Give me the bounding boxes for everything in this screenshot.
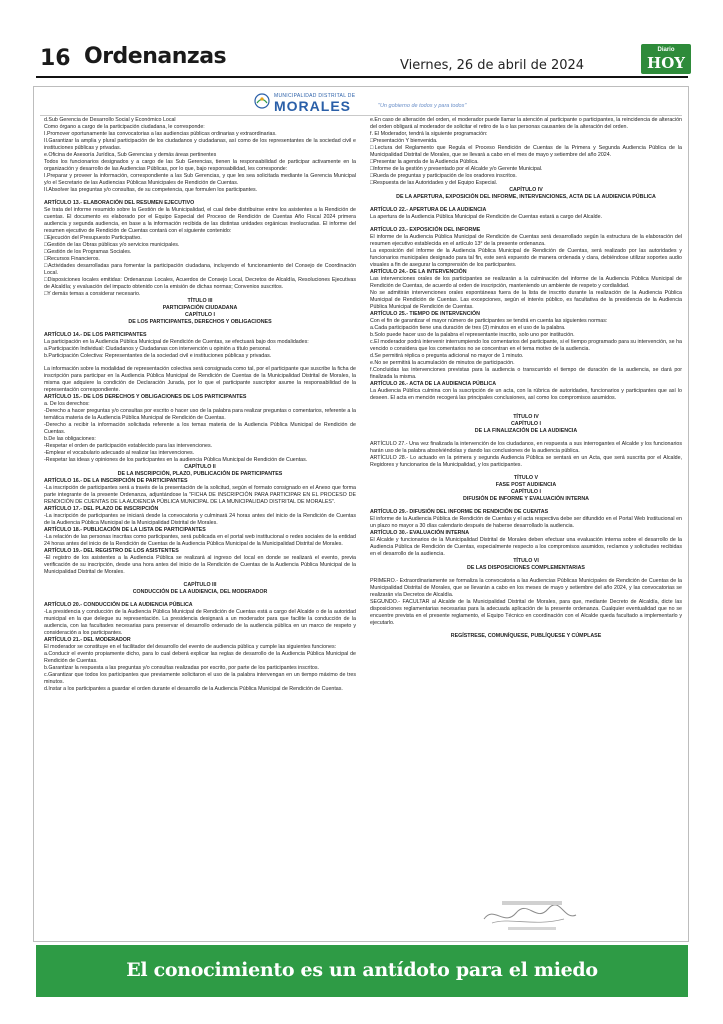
paragraph: -La presidencia y conducción de la Audiencia Pública Municipal de Rendición de Cuentas está a cargo del Alcalde o de la autoridad municipal en la que delegue su representación. La presidencia designará a un moderador para que facilite la conducción de la audiencia, con las facultades necesarias para preservar el desarrollo ordenado de la audiencia pública en un marco de respeto y consideración a los participantes. (44, 609, 356, 636)
paragraph: -Emplear el vocabulario adecuado al realizar las intervenciones. (44, 450, 195, 456)
paragraph: El informe de la Audiencia Pública Municipal de Rendición de Cuentas será desarrollado según la estructura de la elaboración del resumen ejecutivo establecida en el artículo 13° de la presente ordenanza. (370, 234, 682, 247)
municipality-label: MUNICIPALIDAD DISTRITAL DE (274, 93, 356, 99)
paragraph: b.De las obligaciones: (44, 436, 96, 442)
paragraph: El moderador se constituye en el facilitador del desarrollo del evento de audiencia pública y cumple las siguientes funciones: (44, 644, 337, 650)
article-heading: ARTÍCULO 15.- DE LOS DERECHOS Y OBLIGACIONES DE LOS PARTICIPANTES (44, 394, 247, 400)
paragraph: El informe de la Audiencia Pública de Rendición de Cuentas y el acta respectiva debe ser difundido en el Portal Web Institucional en un plazo no mayor a 30 días calendario después de haberse desarrollado la audiencia. (370, 516, 682, 529)
paragraph: □Respuesta de las Autoridades y del Equipo Especial. (370, 180, 498, 186)
paragraph: □Recursos Financieros. (44, 256, 100, 262)
chapter-heading: CAPÍTULO II (184, 464, 216, 470)
article-heading: ARTÍCULO 29.- DIFUSIÓN DEL INFORME DE RENDICIÓN DE CUENTAS (370, 509, 549, 515)
municipality-emblem-icon (254, 93, 270, 109)
section-title: Ordenanzas (84, 44, 227, 69)
paragraph: d.Sub Gerencia de Desarrollo Social y Económico Local (44, 117, 176, 123)
logo-top-text: Diario (657, 47, 675, 53)
paragraph: -Derecho a hacer preguntas y/o consultas por escrito o hacer uso de la palabra para realizar preguntas o comentarios, referente a la temática materia de la Audiencia Pública Municipal de Rendición de Cuentas. (44, 408, 356, 421)
page-number: 16 (40, 46, 71, 71)
paragraph: -Respetar las ideas y opiniones de los participantes en la audiencia Pública Municipal de Rendición de Cuentas. (44, 457, 308, 463)
article-heading: ARTÍCULO 14.- DE LOS PARTICIPANTES (44, 332, 147, 338)
paragraph: -La inscripción de participantes se iniciará desde la convocatoria y culminará 24 horas antes del inicio de la Rendición de Cuentas de la Audiencia Pública Municipal de la Municipalidad Distrital de Morales. (44, 513, 356, 526)
paragraph: a.Participación Individual: Ciudadanos y Ciudadanas con intervención u opinión a título personal. (44, 346, 272, 352)
article-heading: ARTÍCULO 20.- CONDUCCIÓN DE LA AUDIENCIA PÚBLICA (44, 602, 193, 608)
paragraph: f. El Moderador, tendrá la siguiente programación: (370, 131, 488, 137)
page-header (0, 0, 723, 80)
paragraph: e.No se permitirá la acumulación de minutos de participación. (370, 360, 515, 366)
paragraph: □Actividades desarrolladas para fomentar la participación ciudadana, incluyendo el funcionamiento del Consejo de Coordinación Local. (44, 263, 356, 276)
paragraph: II.Absolver las preguntas y/o consultas, de su competencia, que formulen los participantes. (44, 187, 258, 193)
paragraph: b.Participación Colectiva: Representantes de la sociedad civil e instituciones públicas y privadas. (44, 353, 272, 359)
chapter-heading: TÍTULO III (187, 298, 213, 304)
chapter-heading: FASE POST AUDIENCIA (495, 482, 557, 488)
paragraph: La exposición del informe de la Audiencia Pública Municipal de Rendición de Cuentas, será realizado por las autoridades y funcionarios municipales designado para tal fin, este será expuesto de manera ordenada y clara, debiéndose utilizar soportes audio visuales a fin de asegurar la comprensión de los participantes. (370, 248, 682, 268)
paragraph: a. De los derechos: (44, 401, 90, 407)
left-text-column (44, 117, 356, 693)
article-heading: ARTÍCULO 19.- DEL REGISTRO DE LOS ASISTENTES (44, 548, 179, 554)
paragraph: b.Garantizar la respuesta a las preguntas y/o consultas realizadas por escrito, por parte de los participantes inscritos. (44, 665, 319, 671)
paragraph: -Respetar el orden de participación establecido para las intervenciones. (44, 443, 213, 449)
paragraph: c.Garantizar que todos los participantes que previamente solicitaron el uso de la palabra intervengan en un tiempo máximo de tres minutos. (44, 672, 356, 685)
document-divider (40, 115, 682, 116)
paragraph: SEGUNDO.- FACULTAR al Alcalde de la Municipalidad Distrital de Morales, para que, mediante Decreto de Alcaldía, dicte las disposiciones reglamentarias necesarias para la adecuada aplicación de la presente ordenanza. Cualquier eventualidad que no se encuentre prevista en el presente reglamento, el Equipo Técnico en coordinación con el Alcalde queda facultado a implementarlo y ejecutarlo. (370, 599, 682, 626)
municipality-name: MORALES (274, 98, 351, 114)
paragraph: La participación en la Audiencia Pública Municipal de Rendición de Cuentas, se efectuará bajo dos modalidades: (44, 339, 309, 345)
paragraph: e.Oficina de Asesoría Jurídica, Sub Gerencias y demás áreas pertinentes (44, 152, 217, 158)
paragraph: □Informe de la gestión y presentado por el Alcalde y/o Gerente Municipal. (370, 166, 543, 172)
chapter-heading: DE LA FINALIZACIÓN DE LA AUDIENCIA (474, 428, 578, 434)
chapter-heading: TÍTULO V (513, 475, 539, 481)
chapter-heading: REGÍSTRESE, COMUNÍQUESE, PUBLÍQUESE Y CÚMPLASE (450, 633, 602, 639)
header-rule (36, 76, 688, 78)
municipality-slogan: "Un gobierno de todos y para todos" (378, 103, 467, 109)
paragraph: Se trata del informe resumido sobre la Gestión de la Municipalidad, el cual debe distribuirse entre los asistentes a la Rendición de cuentas. El documento es elaborado por el Equipo Especial del Proceso de Rendición de Cuentas Año Fiscal 2024 primera audiencia y segunda audiencia, en base a la información recibida de las distintas unidades orgánicas involucradas. El informe del resumen ejecutivo de Rendición de Cuentas contará con el siguiente contenido: (44, 207, 356, 234)
chapter-heading: DIFUSIÓN DE INFORME Y EVALUACIÓN INTERNA (463, 496, 589, 502)
ordinance-document (33, 86, 689, 942)
paragraph: □Ejecución del Presupuesto Participativo. (44, 235, 142, 241)
paragraph: II.Garantizar la amplia y plural participación de los ciudadanos y ciudadanas, así como de los representantes de la sociedad civil e instituciones públicas y privadas. (44, 138, 356, 151)
paragraph: e.En caso de alteración del orden, el moderador puede llamar la atención al participante o participantes, la reincidencia de alteración del orden obligará al moderador de solicitar el retiro de la o las personas causantes de la alteración del orden. (370, 117, 682, 130)
newspaper-logo[interactable] (641, 44, 691, 74)
chapter-heading: DE LA INSCRIPCIÓN, PLAZO, PUBLICACIÓN DE PARTICIPANTES (117, 471, 283, 477)
paragraph: □Presentación Y bienvenida. (370, 138, 438, 144)
paragraph: -La inscripción de participantes será a través de la presentación de la solicitud, según el formato consignado en el Anexo que forma parte integrante de la presente Ordenanza, adjuntándose la "FICHA DE INSCRIPCIÓN PARA PARTICIPAR EN EL PROCESO DE RENDICIÓN DE CUENTAS DE LA AUDIENCIA PÚBLICA MUNICIPAL DE LA MUNICIPALIDAD DISTRITAL DE MORALES". (44, 485, 356, 505)
chapter-heading: TÍTULO IV (513, 414, 539, 420)
chapter-heading: DE LA APERTURA, EXPOSICIÓN DEL INFORME, INTERVENCIONES, ACTA DE LA AUDIENCIA PÚBLICA (396, 194, 656, 200)
paragraph: -La relación de las personas inscritas como participantes, será publicada en el portal web institucional o redes sociales de la entidad 24 horas antes del inicio de la Rendición de Cuentas de la Audiencia Pública Municipal de la Municipalidad Distrital de Morales. (44, 534, 356, 547)
chapter-heading: CAPÍTULO IV (509, 187, 543, 193)
chapter-heading: CAPÍTULO I (510, 489, 541, 495)
paragraph: c.El moderador podrá intervenir interrumpiendo los comentarios del participante, si el tiempo programado para su intervención, se ha vencido o considera que los comentarios no se concentran en el tema motivo de la audiencia. (370, 339, 682, 352)
paragraph: □Gestión de las Obras públicas y/o servicios municipales. (44, 242, 180, 248)
article-heading: ARTÍCULO 22.- APERTURA DE LA AUDIENCIA (370, 207, 487, 213)
mayor-signature-stamp (464, 897, 594, 937)
right-text-column (370, 117, 682, 640)
chapter-heading: CAPÍTULO I (184, 312, 215, 318)
paragraph: □Presentar la agenda de la Audiencia Pública. (370, 159, 479, 165)
paragraph: □Y demás temas a considerar necesario. (44, 291, 141, 297)
article-heading: ARTÍCULO 25.- TIEMPO DE INTERVENCIÓN (370, 311, 480, 317)
paragraph: El Alcalde y funcionarios de la Municipalidad Distrital de Morales deben efectuar una evaluación interna sobre el desarrollo de la Audiencia Pública de Rendición de Cuentas, especialmente respecto a los compromisos asumidos, reclamos y solicitudes recibidas en el desarrollo de la audiencia. (370, 537, 682, 557)
paragraph: -Derecho a recibir la información solicitada referente a los temas materia de la Audiencia Pública Municipal de Rendición de Cuentas. (44, 422, 356, 435)
chapter-heading: PARTICIPACIÓN CIUDADANA (162, 305, 238, 311)
chapter-heading: DE LOS PARTICIPANTES, DERECHOS Y OBLIGACIONES (128, 319, 272, 325)
paragraph: ARTÍCULO 28.- Lo actuado en la primera y segunda Audiencia Pública se sentará en un Acta, que será suscrita por el Alcalde, Regidores y funcionarios de la Municipalidad, y los participantes. (370, 455, 682, 468)
paragraph: Como órgano a cargo de la participación ciudadana, le corresponde: (44, 124, 205, 130)
municipality-header (254, 91, 514, 117)
paragraph: La información sobre la modalidad de representación colectiva será consignada como tal, por el participante que suscribe la ficha de inscripción para participar en la Audiencia Pública Municipal de Rendición de Cuentas de la Municipalidad Distrital de Morales, la misma que adquiere la condición de Declaración Jurada, por lo que el participante suscriptor asume la responsabilidad de la representación correspondiente. (44, 366, 356, 393)
paragraph: Las intervenciones orales de los participantes se realizarán a la culminación del informe de la Audiencia Pública Municipal de Rendición de Cuentas, de acuerdo al orden de inscripción, manteniendo un ambiente de respeto y cordialidad. (370, 276, 682, 289)
logo-main-text: HOY (647, 54, 685, 72)
article-heading: ARTÍCULO 26.- ACTA DE LA AUDIENCIA PÚBLICA (370, 381, 497, 387)
article-heading: ARTÍCULO 16.- DE LA INSCRIPCIÓN DE PARTICIPANTES (44, 478, 188, 484)
footer-banner (36, 945, 688, 997)
paragraph: -El registro de los asistentes a la Audiencia Pública se realizará al ingreso del local en donde se realizará el evento, previa verificación de su inscripción, desde una hora antes del inicio de la Rendición de Cuentas de la Audiencia Pública Municipal de la Municipalidad Distrital de Morales. (44, 555, 356, 575)
article-heading: ARTÍCULO 23.- EXPOSICIÓN DEL INFORME (370, 227, 481, 233)
paragraph: I.Preparar y proveer la información, correspondiente a las Sub Gerencias, y que les sea solicitada mediante la Gerencia Municipal y/o el Secretario de las Audiencias Públicas Municipales de Rendición de Cuentas. (44, 173, 356, 186)
paragraph: d.Se permitirá réplica o pregunta adicional no mayor de 1 minuto. (370, 353, 524, 359)
paragraph: □Disposiciones locales emitidas: Ordenanzas Locales, Acuerdos de Consejo Local, Decretos de Alcaldía, Resoluciones Ejecutivas de Alcaldía; y evaluación del impacto obtenido con la emisión de dichas normas; Convenios suscritos. (44, 277, 356, 290)
paragraph: I.Promover oportunamente las convocatorias a las audiencias públicas ordinarias y extraordinarias. (44, 131, 277, 137)
footer-slogan: El conocimiento es un antídoto para el miedo (126, 959, 598, 981)
paragraph: □Gestión de los Programas Sociales. (44, 249, 132, 255)
paragraph: b.Solo puede hacer uso de la palabra el representante inscrito, solo uno por institución. (370, 332, 575, 338)
paragraph: □Rueda de preguntas y participación de los oradores inscritos. (370, 173, 517, 179)
chapter-heading: CONDUCCIÓN DE LA AUDIENCIA, DEL MODERADOR (132, 589, 268, 595)
article-heading: ARTÍCULO 13.- ELABORACIÓN DEL RESUMEN EJECUTIVO (44, 200, 195, 206)
chapter-heading: DE LAS DISPOSICIONES COMPLEMENTARIAS (467, 565, 585, 571)
paragraph: a.Conducir el evento propiamente dicho, para lo cual deberá explicar las reglas de desarrollo de la Audiencia Pública Municipal de Rendición de Cuentas. (44, 651, 356, 664)
paragraph: PRIMERO.- Extraordinariamente se formaliza la convocatoria a las Audiencias Públicas Municipales de Rendición de Cuentas de la Municipalidad Distrital de Morales, que se llevarán a cabo en los meses de mayo y setiembre del año 2024, y las convocatorias se realizarán vía Decretos de Alcaldía. (370, 578, 682, 598)
chapter-heading: CAPÍTULO III (183, 582, 217, 588)
article-heading: ARTÍCULO 18.- PUBLICACIÓN DE LA LISTA DE PARTICIPANTES (44, 527, 206, 533)
paragraph: a.Cada participación tiene una duración de tres (3) minutos en el uso de la palabra. (370, 325, 566, 331)
paragraph: Todos los funcionarios designados y a cargo de las Sub Gerencias, tienen la responsabilidad de participar activamente en la organización y desarrollo de las Audiencias Públicas, por lo que, bajo responsabilidad, les corresponde: (44, 159, 356, 172)
paragraph: La Audiencia Pública culmina con la suscripción de un acta, con la rúbrica de autoridades, funcionarios y participantes que así lo deseen. El acta en mención recogerá las principales conclusiones, así como los compromisos asumidos. (370, 388, 682, 401)
article-heading: ARTÍCULO 21.- DEL MODERADOR (44, 637, 131, 643)
paragraph: □Lectura del Reglamento que Regula el Proceso Rendición de Cuentas de la Primera y Segunda Audiencia Pública de la Municipalidad Distrital de Morales, que se llevará a cabo en el mes de mayo y setiembre del año 2024. (370, 145, 682, 158)
chapter-heading: TÍTULO VI (513, 558, 539, 564)
paragraph: No se admitirán intervenciones orales espontáneas fuera de la lista de inscrito durante la realización de la Audiencia Pública Municipal de Rendición de Cuentas. Las excepciones, según el interés público, es facultativa de la presidencia de la Audiencia Pública Municipal de Rendición de Cuentas. (370, 290, 682, 310)
chapter-heading: CAPÍTULO I (510, 421, 541, 427)
paragraph: f.Concluidas las intervenciones previstas para la audiencia o transcurrido el tiempo de duración de la audiencia, se dará por finalizada la misma. (370, 367, 682, 380)
publication-date: Viernes, 26 de abril de 2024 (400, 58, 585, 73)
article-heading: ARTÍCULO 17.- DEL PLAZO DE INSCRIPCIÓN (44, 506, 159, 512)
paragraph: La apertura de la Audiencia Pública Municipal de Rendición de Cuentas estará a cargo del Alcalde. (370, 214, 603, 220)
paragraph: ARTÍCULO 27.- Una vez finalizada la intervención de los ciudadanos, en respuesta a sus interrogantes el Alcalde y los funcionarios harán uso de la palabra absolviéndolas y dando las conclusiones de la audiencia pública. (370, 441, 682, 454)
signature-stamp-icon (464, 897, 594, 935)
article-heading: ARTÍCULO 30.- EVALUACIÓN INTERNA (370, 530, 470, 536)
paragraph: Con el fin de garantizar el mayor número de participantes se tendrá en cuenta las siguientes normas: (370, 318, 608, 324)
paragraph: d.Instar a los participantes a guardar el orden durante el desarrollo de la Audiencia Pública Municipal de Rendición de Cuentas. (44, 686, 343, 692)
article-heading: ARTÍCULO 24.- DE LA INTERVENCIÓN (370, 269, 467, 275)
